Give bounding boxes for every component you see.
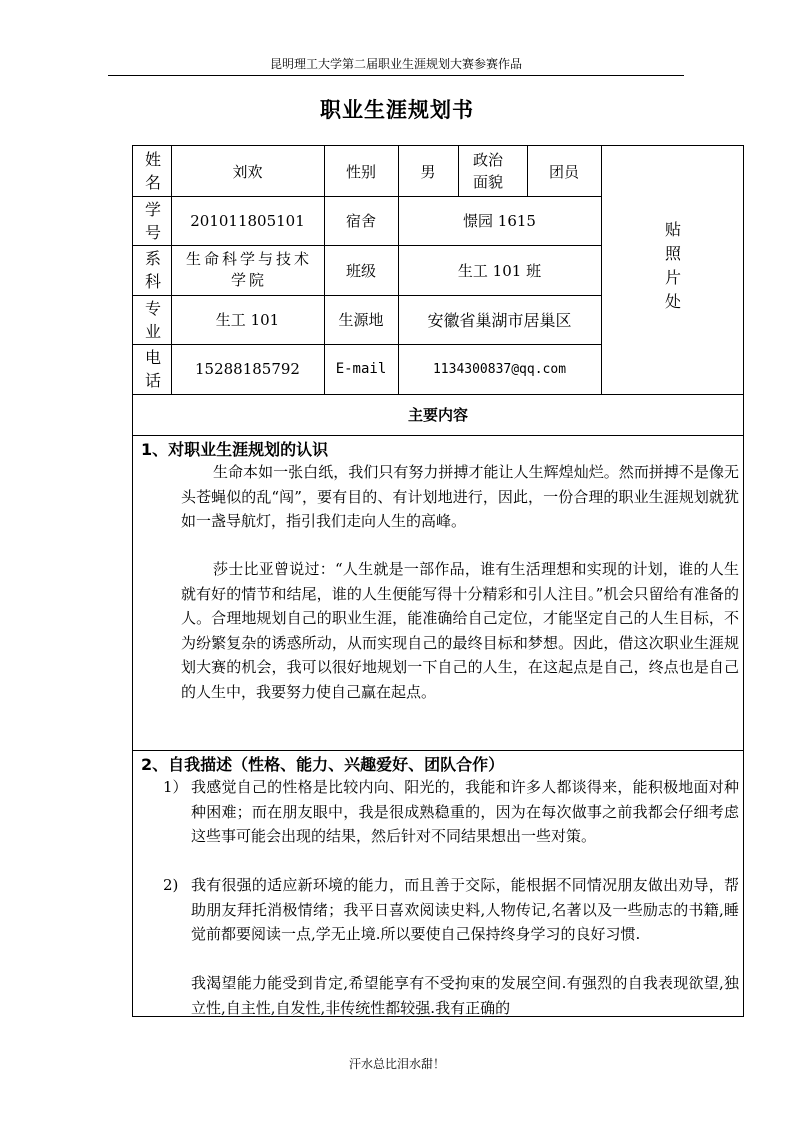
list-item: 我有很强的适应新环境的能力，而且善于交际，能根据不同情况朋友做出劝导，帮助朋友拜托消极情绪；我平日喜欢阅读史料,人物传记,名著以及一些励志的书籍,睡觉前都要阅读一点,学无止境.所以要使自己保持终身学习的良好习惯.	[191, 876, 739, 943]
email-value: 1134300837@qq.com	[432, 361, 567, 377]
document-title: 职业生涯规划书	[320, 98, 474, 122]
gender-label: 性别	[345, 162, 376, 181]
phone-value: 15288185792	[195, 360, 300, 378]
grid-line	[133, 435, 743, 436]
political-value: 团员	[548, 162, 579, 181]
list-item: 我感觉自己的性格是比较内向、阳光的，我能和许多人都谈得来，能积极地面对种种困难；而在朋友眼中，我是很成熟稳重的，因为在每次做事之前我都会仔细考虑这些事可能会出现的结果，然后针对不同结果想出一些对策。	[191, 778, 739, 845]
name-label: 姓名	[144, 150, 161, 192]
class-value: 生工 101 班	[457, 261, 542, 280]
email-label: E-mail	[335, 361, 387, 377]
political-label: 政治面貌	[472, 151, 503, 191]
phone-label: 电话	[144, 348, 161, 390]
dorm-value: 憬园 1615	[463, 212, 536, 230]
grid-line	[133, 750, 743, 751]
dorm-label: 宿舍	[345, 212, 376, 230]
section-1-paragraph: 生命本如一张白纸，我们只有努力拼搏才能让人生辉煌灿烂。然而拼搏不是像无头苍蝇似的乱“闯”，要有目的、有计划地进行，因此，一份合理的职业生涯规划就犹如一盏导航灯，指引我们走向人生的高峰。	[181, 463, 739, 530]
grid-line	[458, 146, 459, 196]
list-item-continuation: 我渴望能力能受到肯定,希望能享有不受拘束的发展空间.有强烈的自我表现欲望,独立性,自主性,自发性,非传统性都较强.我有正确的	[191, 974, 739, 1017]
major-label: 专业	[144, 298, 161, 341]
page-header: 昆明理工大学第二届职业生涯规划大赛参赛作品	[108, 51, 684, 76]
form-table	[132, 145, 744, 1017]
department-label: 系科	[144, 249, 161, 291]
section-1-title: 1、对职业生涯规划的认识	[141, 440, 329, 459]
major-value: 生工 101	[215, 311, 280, 329]
gender-value: 男	[420, 162, 436, 181]
list-number: 2)	[163, 876, 179, 894]
student-id-value: 201011805101	[190, 211, 305, 230]
origin-label: 生源地	[338, 311, 384, 329]
section-2-title: 2、自我描述（性格、能力、兴趣爱好、团队合作）	[141, 755, 505, 774]
photo-placeholder: 贴照片处	[664, 220, 681, 311]
name-value: 刘欢	[232, 162, 263, 181]
department-value: 生命科学与技术学院	[185, 250, 312, 289]
list-number: 1）	[163, 778, 188, 796]
page-footer: 汗水总比泪水甜！	[348, 1057, 445, 1071]
class-label: 班级	[345, 261, 376, 280]
main-content-heading: 主要内容	[407, 406, 468, 424]
student-id-label: 学号	[144, 199, 161, 242]
section-1-paragraph: 莎士比亚曾说过：“人生就是一部作品，谁有生活理想和实现的计划，谁的人生就有好的情节和结尾，谁的人生便能写得十分精彩和引人注目。”机会只留给有准备的人。合理地规划自己的职业生涯，能准确给自己定位，才能坚定自己的人生目标，不为纷繁复杂的诱惑所动，从而实现自己的最终目标和梦想。因此，借这次职业生涯规划大赛的机会，我可以很好地规划一下自己的人生，在这起点是自己，终点也是自己的人生中，我要努力使自己赢在起点。	[181, 560, 739, 701]
origin-value: 安徽省巢湖市居巢区	[427, 311, 572, 330]
grid-line	[601, 146, 602, 394]
